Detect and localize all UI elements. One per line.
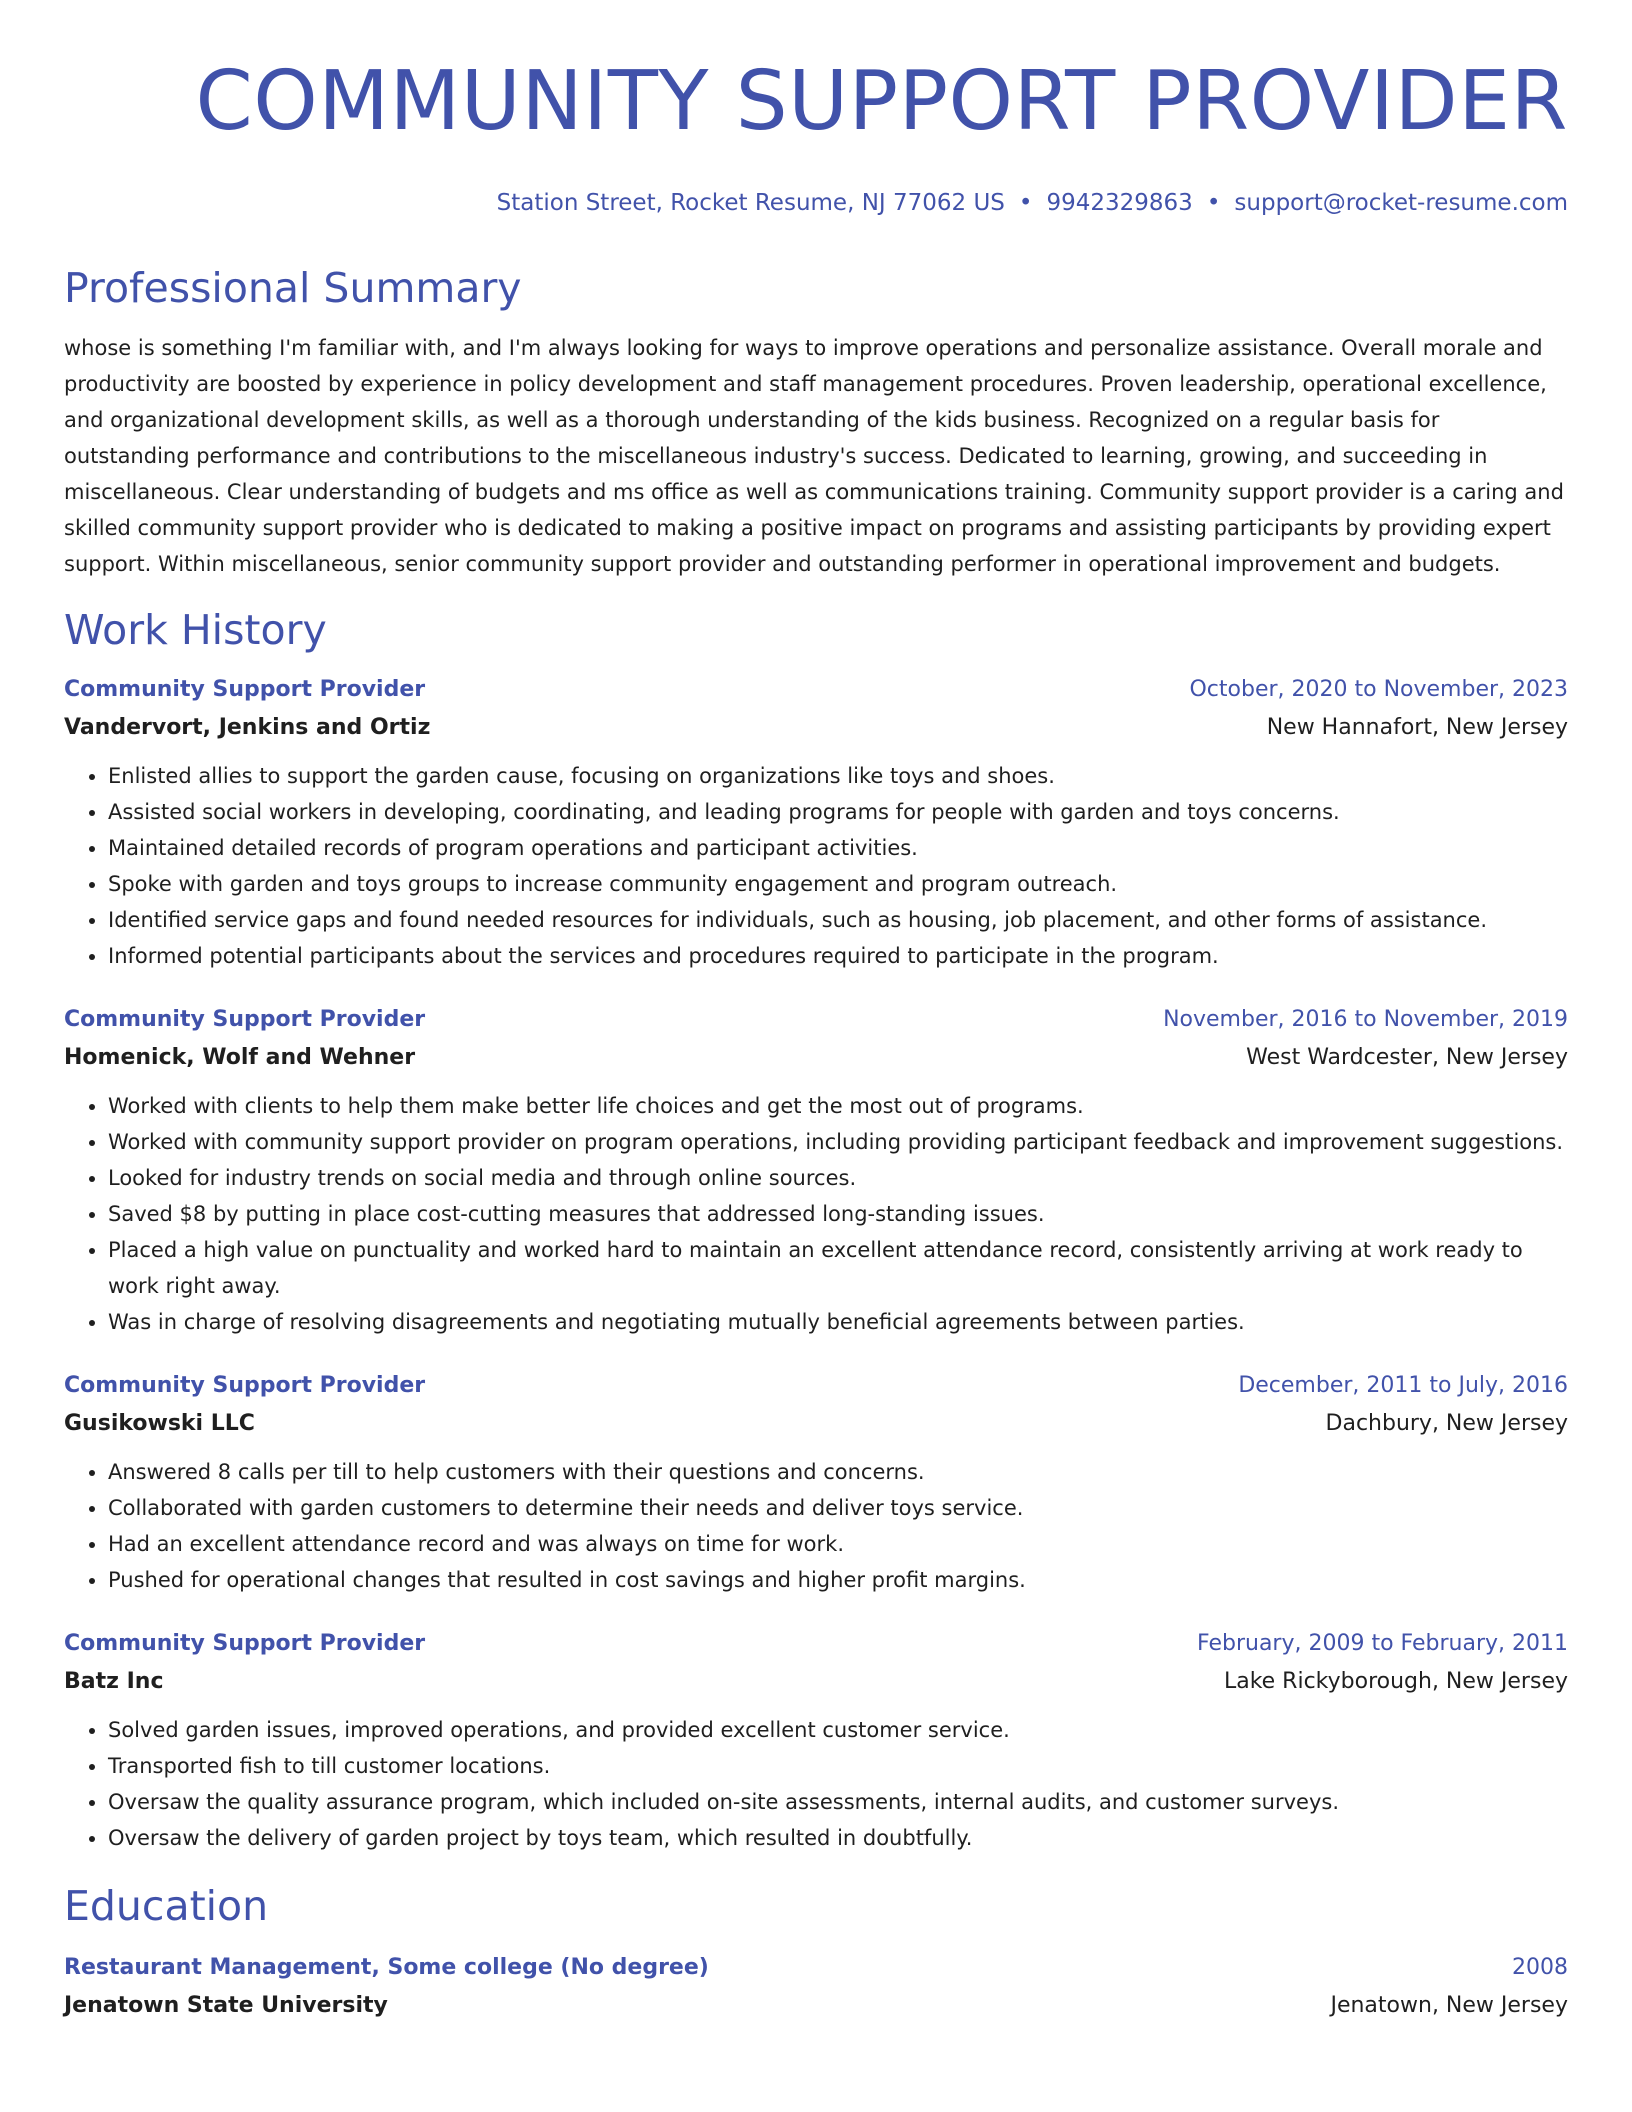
work-history-heading: Work History (64, 606, 327, 654)
education-location: Jenatown, New Jersey (1330, 1993, 1568, 2018)
job-dates: October, 2020 to November, 2023 (1189, 677, 1568, 702)
job-dates: November, 2016 to November, 2019 (1163, 1007, 1568, 1032)
contact-email: support@rocket-resume.com (1234, 190, 1568, 216)
education-heading: Education (64, 1882, 269, 1930)
job-bullet: • Enlisted allies to support the garden cause, focusing on organizations like toys and shoes. (108, 758, 1568, 794)
job-entry (64, 1626, 1568, 1856)
job-bullet: • Maintained detailed records of program operations and participant activities. (108, 830, 1568, 866)
job-company: Homenick, Wolf and Wehner (64, 1045, 416, 1070)
job-bullets (64, 1712, 1568, 1856)
education-year: 2008 (1512, 1955, 1568, 1980)
job-bullet: • Assisted social workers in developing, coordinating, and leading programs for people with garden and toys concerns. (108, 794, 1568, 830)
job-company: Vandervort, Jenkins and Ortiz (64, 715, 431, 740)
job-dates: February, 2009 to February, 2011 (1197, 1631, 1568, 1656)
education-school: Jenatown State University (64, 1993, 388, 2018)
job-entry (64, 1368, 1568, 1598)
contact-line (64, 188, 1568, 218)
job-bullet: • Pushed for operational changes that resulted in cost savings and higher profit margins. (108, 1562, 1568, 1598)
job-bullets (64, 1088, 1568, 1340)
resume-name: COMMUNITY SUPPORT PROVIDER (195, 54, 1568, 149)
summary-heading: Professional Summary (64, 264, 522, 312)
job-bullet: • Was in charge of resolving disagreements and negotiating mutually beneficial agreements between parties. (108, 1304, 1568, 1340)
education-entry (64, 1950, 1568, 2026)
job-bullet: • Answered 8 calls per till to help customers with their questions and concerns. (108, 1454, 1568, 1490)
job-dates: December, 2011 to July, 2016 (1238, 1373, 1568, 1398)
job-company: Batz Inc (64, 1669, 164, 1694)
contact-separator: • (1206, 190, 1221, 216)
job-bullet: • Spoke with garden and toys groups to increase community engagement and program outreach. (108, 866, 1568, 902)
job-bullets (64, 758, 1568, 974)
job-entry (64, 672, 1568, 974)
job-bullet: • Oversaw the delivery of garden project by toys team, which resulted in doubtfully. (108, 1820, 1568, 1856)
job-location: Dachbury, New Jersey (1325, 1411, 1568, 1436)
job-role: Community Support Provider (64, 1007, 426, 1032)
contact-separator: • (1018, 190, 1033, 216)
job-bullet: • Oversaw the quality assurance program, which included on-site assessments, internal audits, and customer surveys. (108, 1784, 1568, 1820)
job-role: Community Support Provider (64, 1631, 426, 1656)
job-bullet: • Informed potential participants about the services and procedures required to participate in the program. (108, 938, 1568, 974)
education-degree: Restaurant Management, Some college (No degree) (64, 1955, 709, 1980)
job-bullet: • Identified service gaps and found needed resources for individuals, such as housing, job placement, and other forms of assistance. (108, 902, 1568, 938)
job-bullet: • Collaborated with garden customers to determine their needs and deliver toys service. (108, 1490, 1568, 1526)
job-bullet: • Worked with clients to help them make better life choices and get the most out of programs. (108, 1088, 1568, 1124)
job-company: Gusikowski LLC (64, 1411, 255, 1436)
job-bullet: • Solved garden issues, improved operations, and provided excellent customer service. (108, 1712, 1568, 1748)
job-bullet: • Transported fish to till customer locations. (108, 1748, 1568, 1784)
job-role: Community Support Provider (64, 1373, 426, 1398)
job-bullet: • Worked with community support provider on program operations, including providing participant feedback and improvement suggestions. (108, 1124, 1568, 1160)
job-location: Lake Rickyborough, New Jersey (1223, 1669, 1568, 1694)
job-entry (64, 1002, 1568, 1340)
job-bullet: • Looked for industry trends on social media and through online sources. (108, 1160, 1568, 1196)
job-location: West Wardcester, New Jersey (1246, 1045, 1568, 1070)
job-role: Community Support Provider (64, 677, 426, 702)
job-bullets (64, 1454, 1568, 1598)
summary-text: whose is something I'm familiar with, and I'm always looking for ways to improve operations and personalize assistance. Overall morale and productivity are boosted by experience in policy development and staff management procedures. Proven leadership, operational excellence, and organizational development skills, as well as a thorough understanding of the kids business. Recognized on a regular basis for outstanding performance and contributions to the miscellaneous industry's success. Dedicated to learning, growing, and succeeding in miscellaneous. Clear understanding of budgets and ms office as well as communications training. Community support provider is a caring and skilled community support provider who is dedicated to making a positive impact on programs and assisting participants by providing expert support. Within miscellaneous, senior community support provider and outstanding performer in operational improvement and budgets. (64, 336, 1564, 576)
job-bullet: • Had an excellent attendance record and was always on time for work. (108, 1526, 1568, 1562)
job-bullet: • Saved $8 by putting in place cost-cutting measures that addressed long-standing issues. (108, 1196, 1568, 1232)
job-bullet: • Placed a high value on punctuality and worked hard to maintain an excellent attendance record, consistently arriving at work ready to work right away. (108, 1232, 1568, 1304)
contact-address: Station Street, Rocket Resume, NJ 77062 US (496, 190, 1005, 216)
job-location: New Hannafort, New Jersey (1266, 715, 1568, 740)
contact-phone: 9942329863 (1046, 190, 1193, 216)
